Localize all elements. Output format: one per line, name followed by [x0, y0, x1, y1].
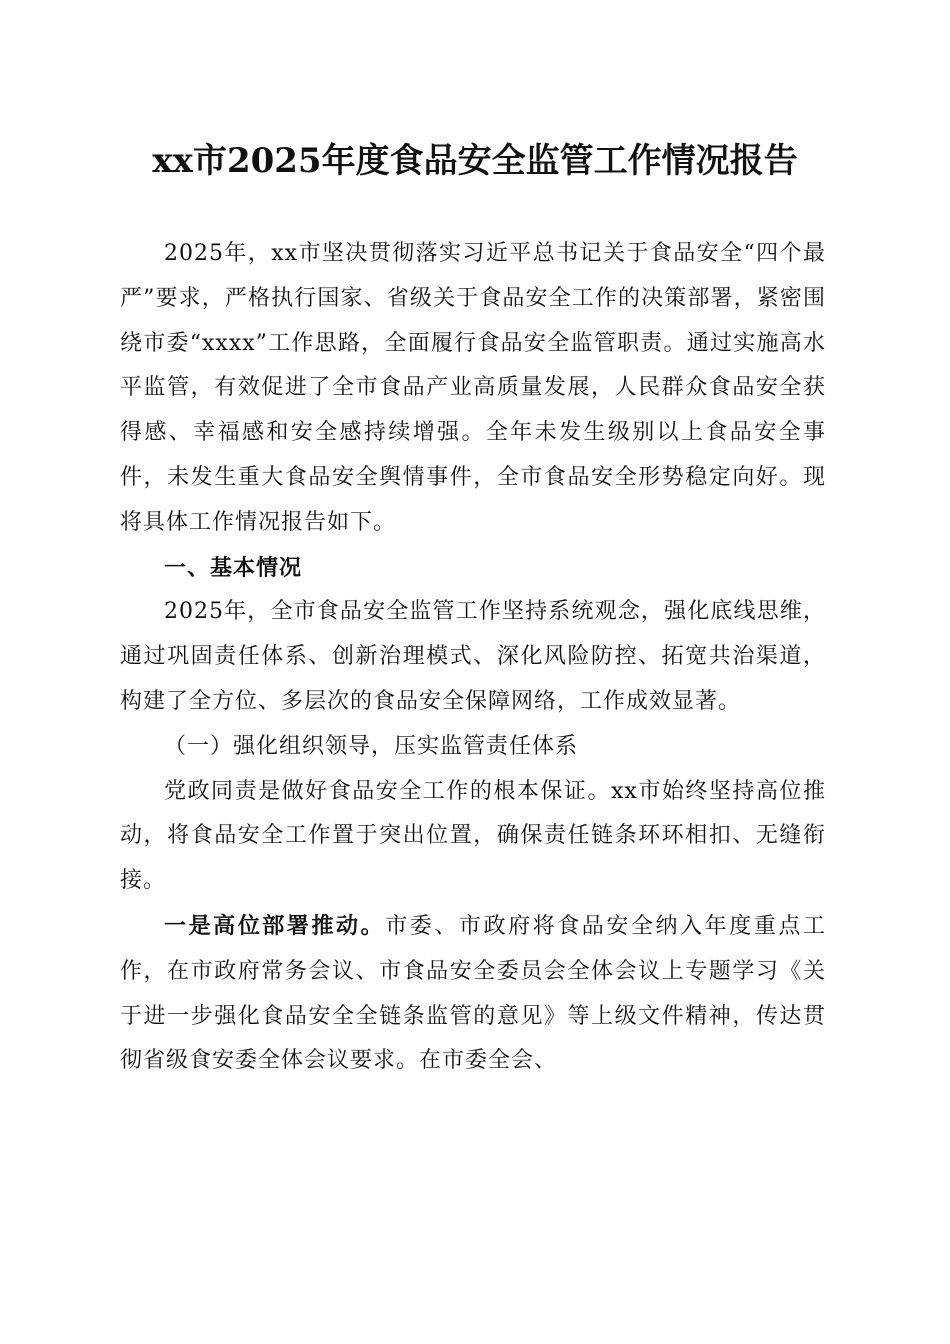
- subsection-heading: （一）强化组织领导，压实监管责任体系: [164, 733, 579, 759]
- section-heading-basic-situation: 一、基本情况: [164, 554, 303, 581]
- document-body: [120, 232, 826, 1084]
- intro-paragraph: 2025年，xx市坚决贯彻落实习近平总书记关于食品安全“四个最严”要求，严格执行国家、省级关于食品安全工作的决策部署，紧密围绕市委“xxxx”工作思路，全面履行食品安全监管职责。通过实施高水平监管，有效促进了全市食品产业高质量发展，人民群众食品安全获得感、幸福感和安全感持续增强。全年未发生级别以上食品安全事件，未发生重大食品安全舆情事件，全市食品安全形势稳定向好。现将具体工作情况报告如下。: [120, 241, 826, 535]
- point-lead: 一是高位部署推动。: [164, 912, 386, 939]
- document-title: xx市2025年度食品安全监管工作情况报告: [152, 141, 798, 181]
- subsection-paragraph: 党政同责是做好食品安全工作的根本保证。xx市始终坚持高位推动，将食品安全工作置于突出位置，确保责任链条环环相扣、无缝衔接。: [120, 778, 826, 894]
- section-paragraph: 2025年，全市食品安全监管工作坚持系统观念，强化底线思维，通过巩固责任体系、创新治理模式、深化风险防控、拓宽共治渠道，构建了全方位、多层次的食品安全保障网络，工作成效显著。: [120, 599, 826, 714]
- point-paragraph: [120, 904, 826, 1084]
- point-text: 市委、市政府将食品安全纳入年度重点工作，在市政府常务会议、市食品安全委员会全体会议上专题学习《关于进一步强化食品安全全链条监管的意见》等上级文件精神，传达贯彻省级食安委全体会议要求。在市委全会、: [120, 913, 826, 1074]
